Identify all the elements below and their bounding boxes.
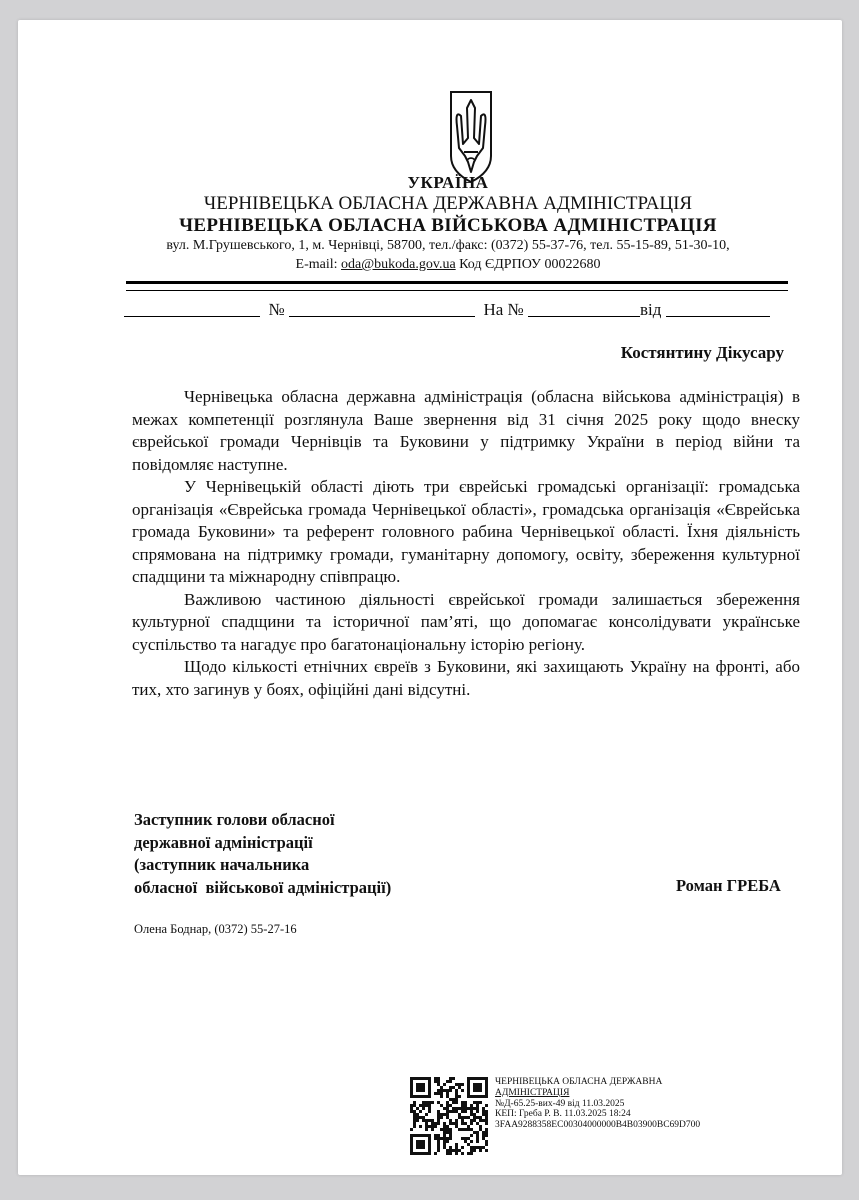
incoming-number-label: На №: [483, 300, 524, 319]
signatory-name: Роман ГРЕБА: [676, 876, 781, 895]
addressee: Костянтину Дікусару: [620, 343, 784, 362]
body-paragraph: Щодо кількості етнічних євреїв з Буковини, які захищають Україну на фронті, або тих, хто загинув у боях, офіційні дані відсутні.: [132, 657, 800, 699]
executor-contact: Олена Боднар, (0372) 55-27-16: [134, 922, 297, 936]
incoming-number-blank: [528, 298, 640, 317]
number-sign: №: [268, 300, 285, 319]
contact-line: [118, 257, 778, 273]
header-divider-thin: [126, 290, 788, 291]
stamp-line: АДМІНІСТРАЦІЯ: [495, 1087, 570, 1098]
outgoing-number-blank: [289, 298, 475, 317]
from-label: від: [640, 300, 662, 319]
civil-administration-title: ЧЕРНІВЕЦЬКА ОБЛАСНА ДЕРЖАВНА АДМІНІСТРАЦІЯ: [203, 193, 693, 214]
email-link[interactable]: oda@bukoda.gov.ua: [341, 257, 456, 272]
body-paragraph: Важливою частиною діяльності єврейської громади залишається збереження культурної спадщини та історичної пам’яті, що допомагає консолідувати українське суспільство та нагадує про багатонаціональну історію регіону.: [132, 589, 800, 654]
position-line: Заступник голови обласної: [134, 810, 335, 829]
email-label: E-mail:: [295, 257, 338, 272]
signatory-position: [134, 809, 391, 899]
body-paragraph: У Чернівецькій області діють три єврейські громадські організації: громадська організація «Єврейська громада Чернівецької області», громадська організація «Єврейська громада Буковини» та референт головного рабина Чернівецької області. Їхня діяльність спрямована на підтримку громади, гуманітарну допомогу, освіту, збереження культурної спадщини та міжнародну співпрацю.: [132, 477, 800, 586]
country-title: УКРАЇНА: [407, 173, 489, 192]
stamp-line: КЕП: Греба Р. В. 11.03.2025 18:24: [495, 1109, 631, 1120]
position-line: (заступник начальника: [134, 855, 310, 874]
qr-code-icon: [410, 1077, 488, 1155]
document-page: [18, 20, 842, 1175]
incoming-date-blank: [666, 298, 770, 317]
letter-body: [132, 386, 800, 701]
stamp-line: 3FAA9288358EC00304000000B4B03900BC69D700: [495, 1120, 701, 1131]
stamp-line: ЧЕРНІВЕЦЬКА ОБЛАСНА ДЕРЖАВНА: [495, 1077, 663, 1087]
registration-line: [124, 298, 794, 320]
position-line: державної адміністрації: [134, 832, 313, 852]
edrpou-code: Код ЄДРПОУ 00022680: [459, 257, 601, 272]
body-paragraph: Чернівецька обласна державна адміністрація (обласна військова адміністрація) в межах компетенції розглянула Ваше звернення від 31 січня 2025 року щодо внеску єврейської громади Чернівців та Буковини у підтримку України в період війни та повідомляє наступне.: [132, 387, 800, 474]
header-divider-thick: [126, 281, 788, 284]
electronic-signature-stamp: [495, 1077, 700, 1131]
stamp-line: №Д-65.25-вих-49 від 11.03.2025: [495, 1098, 625, 1109]
position-line: обласної військової адміністрації): [134, 877, 392, 897]
address-line: вул. М.Грушевського, 1, м. Чернівці, 58700, тел./факс: (0372) 55-37-76, тел. 55-15-89, 51-30-10,: [166, 238, 730, 253]
trident-emblem-icon: [443, 86, 499, 186]
military-administration-title: ЧЕРНІВЕЦЬКА ОБЛАСНА ВІЙСЬКОВА АДМІНІСТРАЦІЯ: [179, 215, 717, 236]
outgoing-date-blank: [124, 298, 260, 317]
